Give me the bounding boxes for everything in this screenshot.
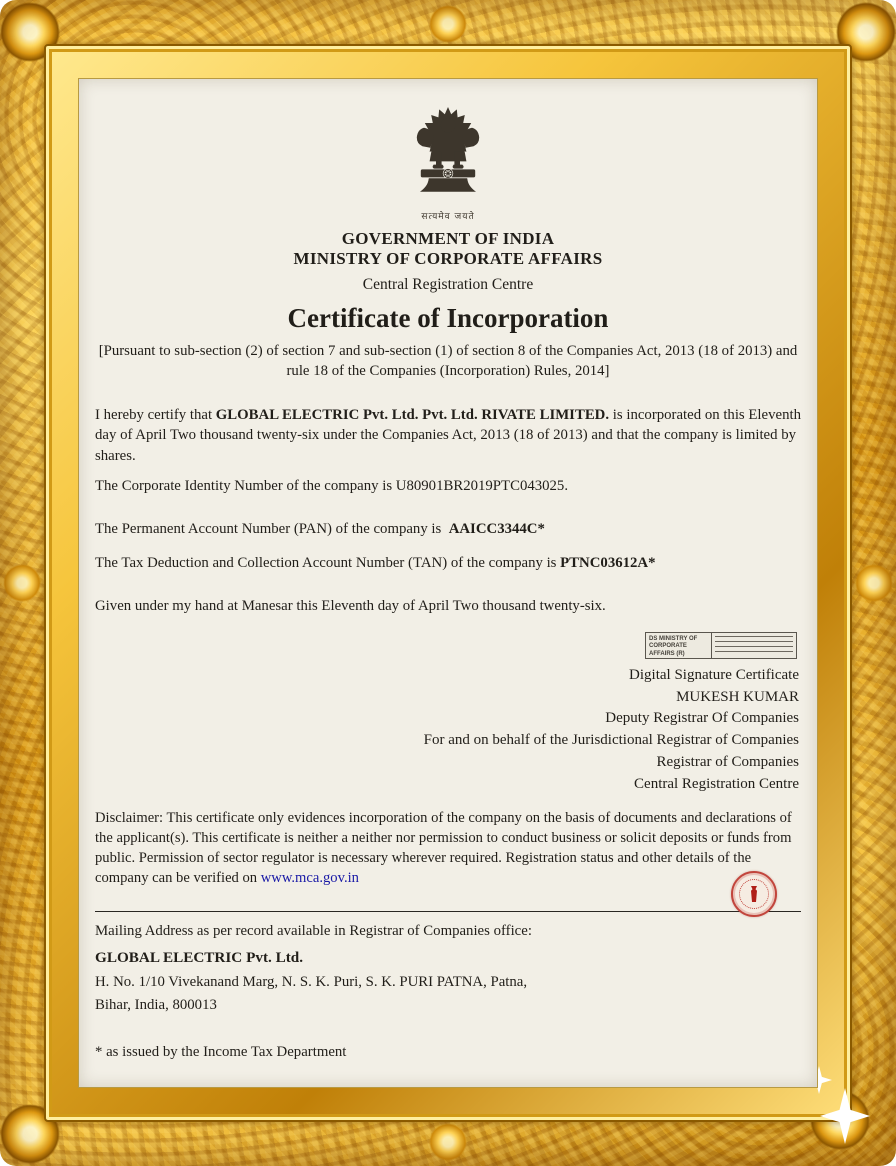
roc-seal-inner-ring	[739, 879, 769, 909]
tan-line	[95, 553, 801, 573]
certify-prefix: I hereby certify that	[95, 407, 216, 424]
signature-block	[95, 665, 801, 796]
stamp-line2: CORPORATE AFFAIRS (R)	[649, 643, 687, 657]
sig-line-behalf: For and on behalf of the Jurisdictional Registrar of Companies	[423, 732, 799, 749]
stamp-signature-lines	[715, 636, 793, 655]
stamp-left-text	[646, 633, 712, 658]
certificate-title: Certificate of Incorporation	[287, 303, 609, 333]
emblem-block	[95, 99, 801, 222]
header-crc: Central Registration Centre	[362, 276, 534, 293]
seal-pillar-emblem-icon	[749, 886, 759, 902]
mailing-address-heading: Mailing Address as per record available in Registrar of Companies office:	[95, 922, 532, 939]
cin-value: U80901BR2019PTC043025.	[395, 478, 569, 495]
header-ministry: MINISTRY OF CORPORATE AFFAIRS	[293, 249, 603, 268]
sig-line-crc: Central Registration Centre	[634, 775, 799, 792]
sig-line-roc: Registrar of Companies	[656, 753, 799, 770]
tan-label: The Tax Deduction and Collection Account Number (TAN) of the company is	[95, 555, 561, 572]
certificate-page	[78, 78, 818, 1088]
pan-tan-footnote: * as issued by the Income Tax Department	[95, 1043, 347, 1060]
mca-website-link[interactable]: www.mca.gov.in	[260, 869, 359, 886]
tan-value: PTNC03612A*	[560, 555, 656, 572]
stamp-line1: DS MINISTRY OF	[649, 635, 698, 642]
digital-signature-stamp	[645, 632, 797, 659]
cin-label: The Corporate Identity Number of the company is	[95, 478, 396, 495]
certify-suffix: is incorporated on this Eleventh day of April Two thousand twenty-six under the Companies Act, 2013 (18 of 2013) and that the company is limited by shares.	[95, 407, 801, 464]
cin-line	[95, 476, 801, 496]
disclaimer-paragraph	[95, 809, 801, 888]
pan-value: AAICC3344C*	[448, 520, 545, 537]
sig-line-designation: Deputy Registrar Of Companies	[605, 710, 799, 727]
sig-line-dsc: Digital Signature Certificate	[629, 666, 799, 683]
pan-label: The Permanent Account Number (PAN) of the company is	[95, 520, 445, 537]
mailing-company-name: GLOBAL ELECTRIC Pvt. Ltd.	[95, 948, 304, 966]
divider-line	[95, 911, 801, 912]
company-name: GLOBAL ELECTRIC Pvt. Ltd. Pvt. Ltd. RIVATE LIMITED.	[215, 407, 610, 424]
mailing-address-line1: H. No. 1/10 Vivekanand Marg, N. S. K. Puri, S. K. PURI PATNA, Patna,	[95, 973, 528, 990]
pursuant-text: [Pursuant to sub-section (2) of section 7 and sub-section (1) of section 8 of the Companies Act, 2013 (18 of 2013) and rule 18 of the Companies (Incorporation) Rules, 2014]	[98, 343, 798, 379]
ashoka-emblem-icon	[400, 99, 496, 203]
roc-red-seal-icon	[731, 871, 777, 917]
mailing-address-line2: Bihar, India, 800013	[95, 996, 217, 1013]
certify-paragraph	[95, 405, 801, 466]
pan-line	[95, 519, 801, 539]
emblem-motto: सत्यमेव जयते	[421, 212, 475, 222]
header-government: GOVERNMENT OF INDIA	[341, 229, 555, 248]
sig-line-name: MUKESH KUMAR	[676, 688, 799, 705]
given-under-hand-line: Given under my hand at Manesar this Eleventh day of April Two thousand twenty-six.	[95, 597, 606, 614]
disclaimer-text: Disclaimer: This certificate only evidences incorporation of the company on the basis of documents and declarations of the applicant(s). This certificate is neither a neither nor permission to conduct business or solicit deposits or funds from public. Permission of sector regulator is necessary wherever required. Registration status and other details of the company can be verified on	[95, 810, 792, 886]
